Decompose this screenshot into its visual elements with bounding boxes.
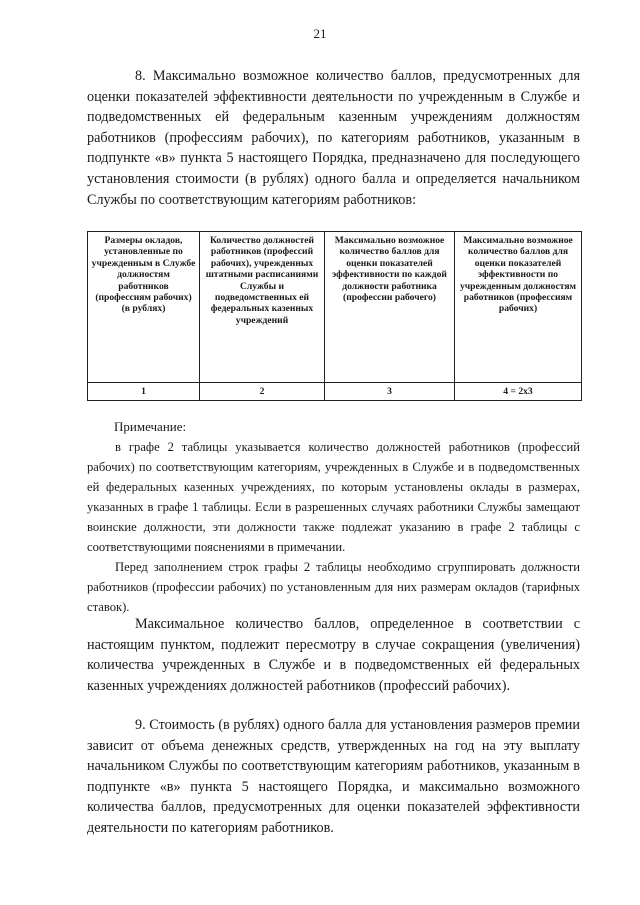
points-table xyxy=(87,231,582,401)
note-paragraph: в графе 2 таблицы указывается количество должностей работников (профессий рабочих) по соответствующим категориям, учрежденных в Службе и в подведомственных ей федеральных казенных учреждениях, по которым установлены оклады в размерах, указанных в графе 1 таблицы. Если в разрешенных случаях работники Службы замещают воинские должности, эти должности также подлежат указанию в графе 2 таблицы с соответствующими пояснениями в примечании. xyxy=(87,440,580,554)
table-header-cell: Количество должностей работников (профессий рабочих), учрежденных штатными расписаниями Службы и подведомственных ей федеральных казенных учреждений xyxy=(200,232,325,383)
note-block xyxy=(87,437,580,617)
note-label: Примечание: xyxy=(114,419,187,434)
table-number-cell: 3 xyxy=(325,383,455,401)
note-paragraph: Перед заполнением строк графы 2 таблицы необходимо сгруппировать должности работников (профессии рабочих) по установленным для них размерам окладов (тарифных ставок). xyxy=(87,560,580,614)
paragraph-9-block xyxy=(87,715,580,839)
paragraph-8-block xyxy=(87,66,580,210)
paragraph-9: 9. Стоимость (в рублях) одного балла для установления размеров премии зависит от объема денежных средств, утвержденных на год на эту выплату начальником Службы по соответствующим категориям работников, указанным в подпункте «в» пункта 5 настоящего Порядка, и максимально возможного количества баллов, предусмотренных для оценки показателей эффективности деятельности по категориям работников. xyxy=(87,717,580,836)
paragraph-max-points: Максимальное количество баллов, определенное в соответствии с настоящим пунктом, подлежит пересмотру в случае сокращения (увеличения) количества учрежденных в Службе и в подведомственных ей федеральных казенных учреждениях должностей работников (профессий рабочих). xyxy=(87,616,580,694)
paragraph-max-block xyxy=(87,614,580,696)
table-header-cell: Максимально возможное количество баллов для оценки показателей эффективности по каждой должности работника (профессии рабочего) xyxy=(325,232,455,383)
table-number-row xyxy=(88,383,582,401)
table-header-cell: Размеры окладов, установленные по учрежденным в Службе должностям работников (профессиям рабочих) (в рублях) xyxy=(88,232,200,383)
table-number-cell: 1 xyxy=(88,383,200,401)
table-header-row xyxy=(88,232,582,383)
page-number: 21 xyxy=(313,26,327,41)
table-number-cell: 4 = 2x3 xyxy=(455,383,582,401)
table-number-cell: 2 xyxy=(200,383,325,401)
table-header-cell: Максимально возможное количество баллов для оценки показателей эффективности по учрежденным должностям работников (профессиям рабочих) xyxy=(455,232,582,383)
paragraph-8: 8. Максимально возможное количество баллов, предусмотренных для оценки показателей эффективности деятельности по учрежденным в Службе и подведомственных ей федеральным казенным учреждениям должностям работников (профессиям рабочих), по категориям работников, указанным в подпункте «в» пункта 5 настоящего Порядка, предназначено для последующего установления стоимости (в рублях) одного балла и определяется начальником Службы по соответствующим категориям работников: xyxy=(87,68,580,208)
